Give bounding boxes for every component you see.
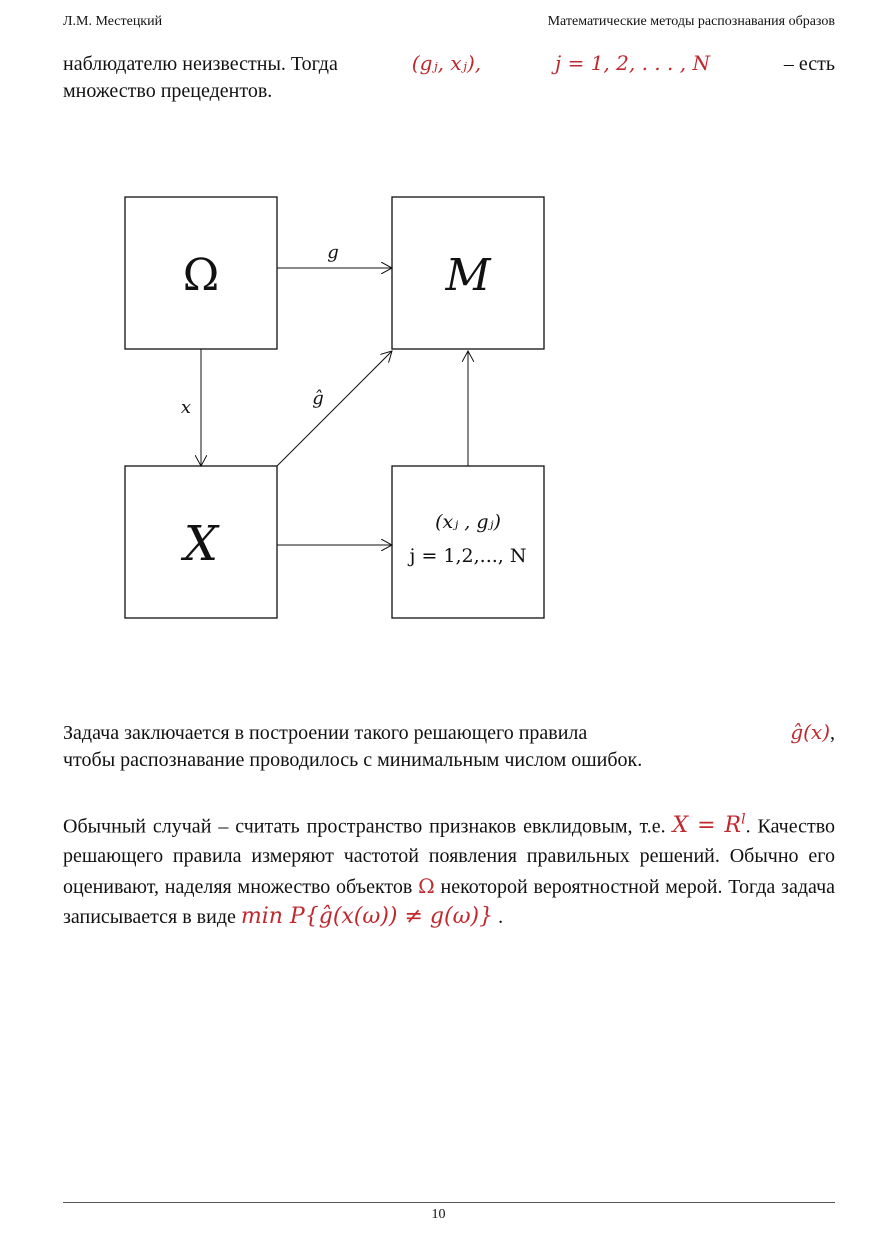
footer-rule <box>63 1202 835 1203</box>
para2-text-a: Задача заключается в построении такого решающего правила <box>63 722 588 744</box>
formula-g-hat-x: ĝ(x) <box>790 720 830 744</box>
header-title: Математические методы распознавания образов <box>547 14 835 29</box>
formula-x-equals-rl: $X = R^l$ <box>672 812 746 839</box>
para3-text-b: . Качество решающего правила измеряют частотой появления правильных решений. Обычно его оценивают, наделяя множество объектов <box>63 815 836 899</box>
box-precedents <box>392 466 544 618</box>
precedent-diagram <box>0 180 877 640</box>
paragraph-euclidean <box>63 805 835 932</box>
para1-text-a: наблюдателю неизвестны. Тогда <box>63 53 338 75</box>
header-author: Л.М. Местецкий <box>63 14 163 29</box>
para3-text-c: некоторой вероятностной мерой. Тогда задача записывается в виде <box>63 876 836 929</box>
page-number: 10 <box>431 1207 446 1222</box>
arrow-x-label: x <box>180 397 192 418</box>
formula-index-range: j = 1, 2, . . . , N <box>555 51 710 75</box>
box-precedents-line1: (xⱼ , gⱼ) <box>435 511 501 533</box>
formula-omega: Ω <box>418 874 435 899</box>
box-x-label: X <box>183 516 219 572</box>
box-omega-label: Ω <box>182 250 220 301</box>
paragraph-intro <box>63 50 835 105</box>
para1-text-b: – есть <box>783 53 835 75</box>
formula-precedent-pair: (gⱼ, xⱼ), <box>411 51 482 75</box>
formula-min-probability: min P{ĝ(x(ω)) ≠ g(ω)} <box>240 904 494 930</box>
paragraph-task <box>63 719 835 774</box>
para3-text-d: . <box>498 906 504 929</box>
box-m-label: M <box>445 250 491 301</box>
para1-text-c: множество прецедентов. <box>63 80 273 102</box>
arrow-ghat <box>277 351 392 466</box>
para3-text-a: Обычный случай – считать пространство признаков евклидовым, т.е. <box>63 815 666 838</box>
box-precedents-line2: j = 1,2,..., N <box>409 545 527 567</box>
arrow-g-label: g <box>327 242 339 263</box>
para2-text-b: , <box>830 722 835 744</box>
para2-text-c: чтобы распознавание проводилось с минимальным числом ошибок. <box>63 749 643 771</box>
arrow-ghat-label: ĝ <box>312 388 324 409</box>
